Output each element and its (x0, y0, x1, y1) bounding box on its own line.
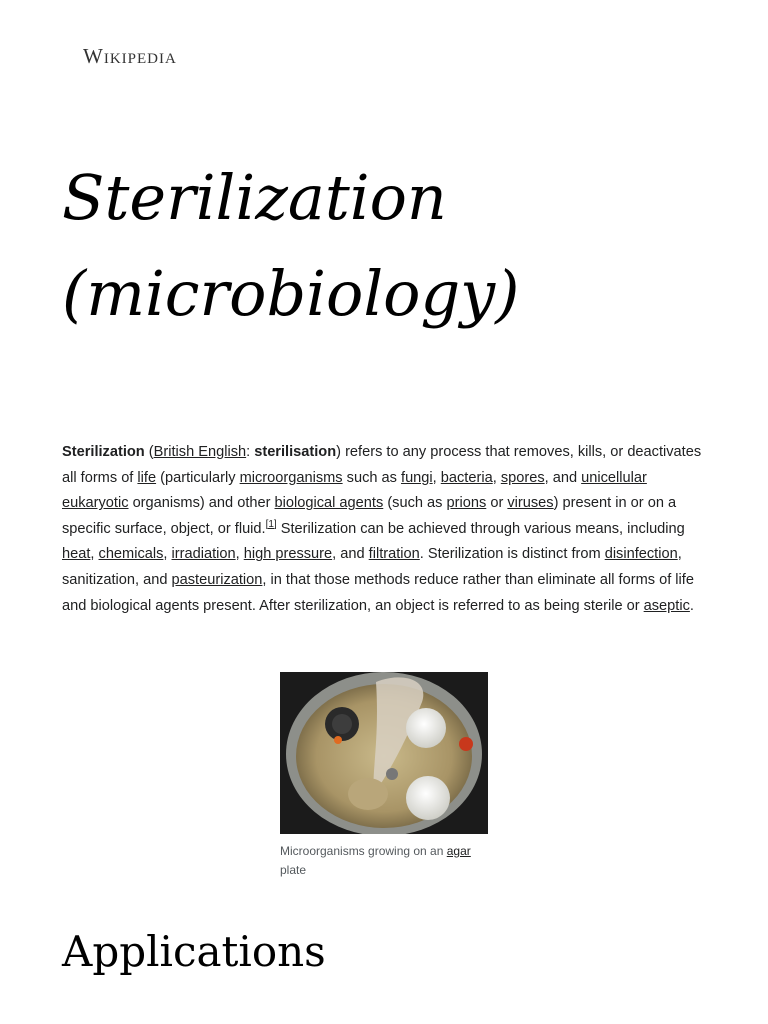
link-life[interactable]: life (137, 469, 157, 486)
link-agar[interactable]: agar (446, 844, 471, 858)
wikipedia-logo[interactable]: Wikipedia (83, 44, 177, 68)
agar-plate-image[interactable] (280, 672, 488, 834)
figure-caption: Microorganisms growing on an agar plate (280, 844, 471, 877)
link-disinfection[interactable]: disinfection (604, 546, 678, 563)
figure-agar-plate (280, 672, 488, 880)
term-bold: Sterilization (62, 444, 145, 460)
lead-paragraph: Sterilization (British English: sterilisation) refers to any process that removes, kills, or deactivates all forms of life (particularly microorganisms such as fungi, bacteria, spores, and unicellular eukaryotic organisms) and other biological agents (such as prions or viruses) present in or on a specific surface, object, or fluid.[1] Sterilization can be achieved through various means, including heat, chemicals, irradiation, high pressure, and filtration. Sterilization is distinct from disinfection, sanitization, and pasteurization, in that those methods reduce rather than eliminate all forms of life and biological agents present. After sterilization, an object is referred to as being sterile or aseptic. (62, 444, 702, 614)
link-high-pressure[interactable]: high pressure (243, 546, 333, 563)
link-pasteurization[interactable]: pasteurization (171, 571, 263, 588)
link-eukaryotic[interactable]: eukaryotic (62, 495, 129, 512)
link-unicellular[interactable]: unicellular (581, 469, 647, 486)
link-microorganisms[interactable]: microorganisms (239, 469, 343, 486)
reference-1[interactable]: [1] (265, 518, 277, 530)
link-spores[interactable]: spores (500, 469, 545, 486)
title-line-2: (microbiology) (62, 257, 520, 330)
link-aseptic[interactable]: aseptic (643, 597, 690, 614)
link-fungi[interactable]: fungi (401, 469, 433, 486)
link-viruses[interactable]: viruses (507, 495, 554, 512)
section-heading-applications: Applications (62, 927, 326, 976)
title-line-1: Sterilization (62, 161, 447, 234)
link-heat[interactable]: heat (62, 546, 91, 563)
link-british-english[interactable]: British English (153, 444, 247, 460)
alt-term-bold: sterilisation (254, 444, 337, 460)
link-bacteria[interactable]: bacteria (440, 469, 493, 486)
link-irradiation[interactable]: irradiation (171, 546, 236, 563)
link-prions[interactable]: prions (446, 495, 487, 512)
link-biological-agents[interactable]: biological agents (274, 495, 384, 512)
link-chemicals[interactable]: chemicals (98, 546, 164, 563)
link-filtration[interactable]: filtration (368, 546, 420, 563)
page-title (62, 150, 722, 342)
